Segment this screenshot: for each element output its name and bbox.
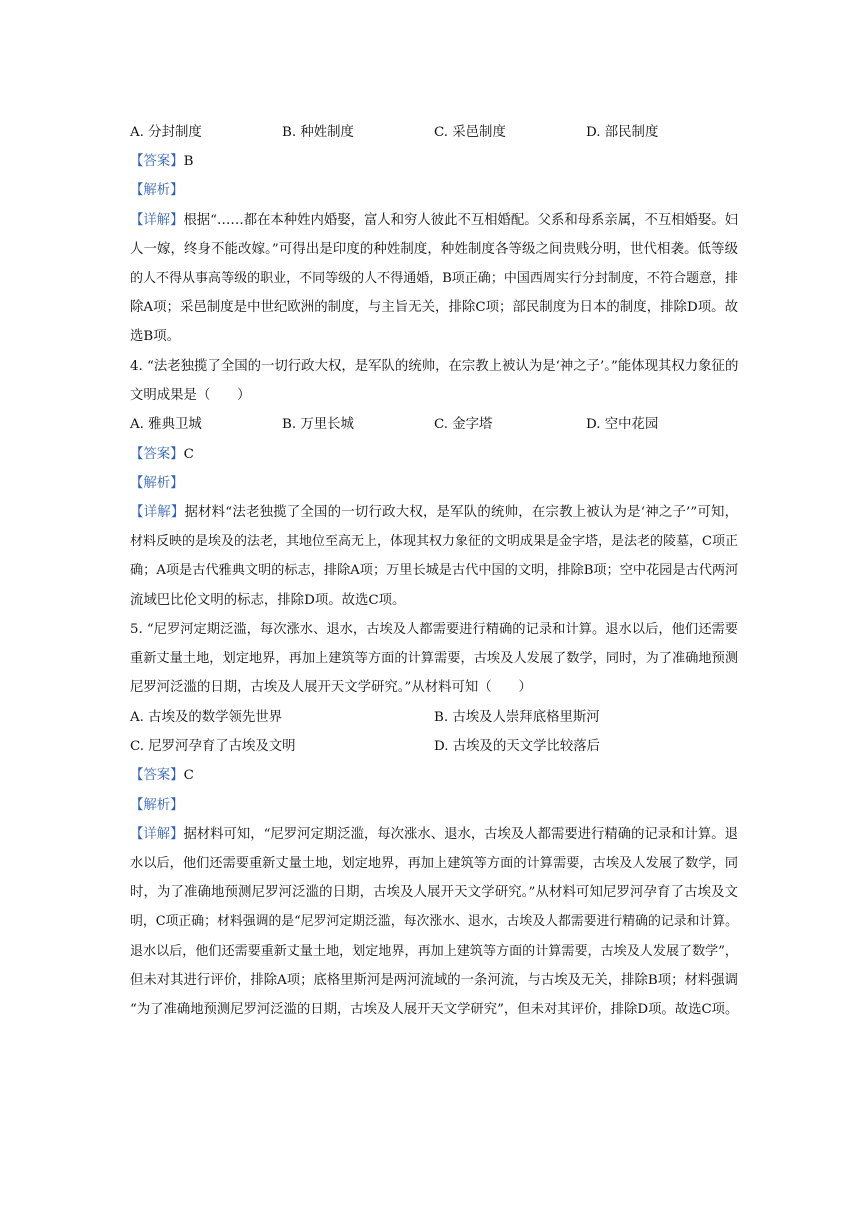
- q4-option-d: D. 空中花园: [586, 417, 659, 432]
- q3-option-b: B. 种姓制度: [282, 125, 354, 140]
- analysis-label: 【解析】: [130, 476, 184, 491]
- q4-detail-line: 确；A项是古代雅典文明的标志，排除A项；万里长城是古代中国的文明，排除B项；空中花园是古代两河: [130, 563, 739, 578]
- q5-stem-line: 5. “尼罗河定期泛滥，每次涨水、退水，古埃及人都需要进行精确的记录和计算。退水以后，他们还需要: [130, 622, 739, 637]
- q4-stem-line: 文明成果是（ ）: [130, 388, 251, 403]
- q4-option-c: C. 金字塔: [434, 417, 493, 432]
- answer-label: 【答案】: [130, 154, 184, 169]
- q5-option-a: A. 古埃及的数学领先世界: [130, 710, 283, 725]
- q3-detail-line: 除A项；采邑制度是中世纪欧洲的制度，与主旨无关，排除C项；部民制度为日本的制度，排除D项。故: [130, 300, 738, 315]
- q3-answer: [130, 152, 193, 172]
- q5-detail-line: 水以后，他们还需要重新丈量土地，划定地界，再加上建筑等方面的计算需要，古埃及人发展了数学，同: [130, 856, 739, 871]
- q4-option-a: A. 雅典卫城: [130, 417, 202, 432]
- detail-label: 【详解】: [130, 827, 184, 842]
- answer-value: C: [183, 447, 194, 462]
- q5-option-c: C. 尼罗河孕育了古埃及文明: [130, 739, 296, 754]
- answer-value: C: [183, 768, 194, 783]
- detail-text: 根据“……都在本种姓内婚娶，富人和穷人彼此不互相婚配。父系和母系亲属，不互相婚娶。妇: [183, 213, 738, 228]
- detail-label: 【详解】: [130, 505, 185, 520]
- detail-text: 据材料可知，“尼罗河定期泛滥，每次涨水、退水，古埃及人都需要进行精确的记录和计算。退: [183, 827, 738, 842]
- q4-option-b: B. 万里长城: [282, 417, 354, 432]
- q5-option-d: D. 古埃及的天文学比较落后: [434, 739, 601, 754]
- q4-answer: [130, 445, 194, 465]
- q3-detail-line: [130, 211, 738, 231]
- q4-analysis-heading: [130, 474, 184, 494]
- q3-analysis-heading: [130, 181, 184, 201]
- q3-detail-line: 的人不得从事高等级的职业，不同等级的人不得通婚，B项正确；中国西周实行分封制度，不符合题意，排: [130, 271, 738, 286]
- q3-option-a: A. 分封制度: [130, 125, 202, 140]
- analysis-label: 【解析】: [130, 798, 184, 813]
- q5-option-b: B. 古埃及人崇拜底格里斯河: [434, 710, 600, 725]
- q3-detail-line: 选B项。: [130, 329, 181, 344]
- q5-stem-line: 尼罗河泛滥的日期，古埃及人展开天文学研究。”从材料可知（ ）: [130, 680, 532, 695]
- answer-value: B: [183, 154, 194, 169]
- answer-label: 【答案】: [130, 768, 184, 783]
- q4-detail-line: 材料反映的是埃及的法老，其地位至高无上，体现其权力象征的文明成果是金字塔，是法老的陵墓，C项正: [130, 534, 738, 549]
- q3-option-c: C. 采邑制度: [434, 125, 506, 140]
- q5-detail-line: 退水以后，他们还需要重新丈量土地，划定地界，再加上建筑等方面的计算需要，古埃及人发展了数学”，: [130, 944, 738, 959]
- detail-text: 据材料“法老独揽了全国的一切行政大权，是军队的统帅，在宗教上被认为是‘神之子’”可知，: [184, 505, 739, 520]
- q5-detail-line: 时，为了准确地预测尼罗河泛滥的日期，古埃及人展开天文学研究。”从材料可知尼罗河孕育了古埃及文: [130, 885, 738, 900]
- q4-detail-line: 流域巴比伦文明的标志，排除D项。故选C项。: [130, 593, 406, 608]
- q5-analysis-heading: [130, 796, 184, 816]
- q5-stem-line: 重新丈量土地，划定地界，再加上建筑等方面的计算需要，古埃及人发展了数学，同时，为了准确地预测: [130, 651, 739, 666]
- q5-detail-line: “为了准确地预测尼罗河泛滥的日期，古埃及人展开天文学研究”，但未对其评价，排除D项。故选C项。: [130, 1002, 739, 1017]
- analysis-label: 【解析】: [130, 183, 184, 198]
- q4-stem-line: 4. “法老独揽了全国的一切行政大权，是军队的统帅，在宗教上被认为是‘神之子’。”能体现其权力象征的: [130, 359, 739, 374]
- q5-answer: [130, 766, 194, 786]
- q5-detail-line: 明，C项正确；材料强调的是“尼罗河定期泛滥，每次涨水、退水，古埃及人都需要进行精确的记录和计算。: [130, 914, 738, 929]
- q3-option-d: D. 部民制度: [586, 125, 659, 140]
- q4-detail-line: [130, 503, 738, 523]
- q5-detail-line: [130, 825, 738, 845]
- answer-label: 【答案】: [130, 447, 184, 462]
- detail-label: 【详解】: [130, 213, 184, 228]
- q5-detail-line: 但未对其进行评价，排除A项；底格里斯河是两河流域的一条河流，与古埃及无关，排除B项；材料强调: [130, 973, 738, 988]
- q3-detail-line: 人一嫁，终身不能改嫁。”可得出是印度的种姓制度，种姓制度各等级之间贵贱分明，世代相袭。低等级: [130, 242, 738, 257]
